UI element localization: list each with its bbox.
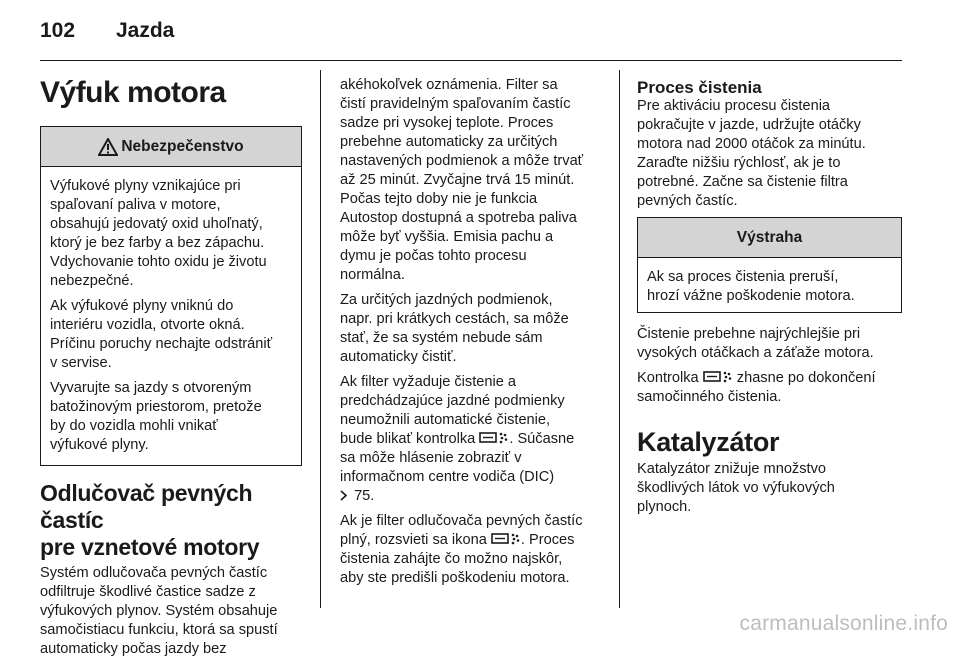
text-line: ktorý je bez farby a bez zápachu. bbox=[50, 235, 265, 251]
body-paragraph bbox=[637, 460, 902, 517]
column-1 bbox=[40, 68, 302, 665]
text-line: Ak výfukové plyny vniknú do bbox=[50, 298, 234, 314]
text-line: akéhokoľvek oznámenia. Filter sa bbox=[340, 77, 558, 93]
text-line: automaticky počas jazdy bez bbox=[40, 641, 227, 657]
text-line: Vdychovanie tohto oxidu je životu bbox=[50, 254, 267, 270]
text-line: čistí pravidelným spaľovaním častíc bbox=[340, 96, 571, 112]
text-line: interiéru vozidla, otvorte okná. bbox=[50, 317, 245, 333]
text-line: čistenia zahájte čo možno najskôr, bbox=[340, 551, 563, 567]
caution-box bbox=[637, 217, 902, 313]
text-line: vysokých otáčkach a záťaže motora. bbox=[637, 345, 874, 361]
body-paragraph bbox=[637, 325, 902, 363]
chapter-title: Jazda bbox=[116, 19, 175, 42]
text-line: aby ste predišli poškodeniu motora. bbox=[340, 570, 570, 586]
caution-paragraph bbox=[647, 268, 892, 306]
warning-triangle-icon bbox=[98, 138, 118, 156]
body-paragraph bbox=[340, 76, 602, 285]
text-line: sadze pri vysokej teplote. Proces bbox=[340, 115, 554, 131]
page-reference-icon[interactable] bbox=[340, 489, 350, 502]
danger-box bbox=[40, 126, 302, 466]
page-reference-link[interactable]: 75. bbox=[354, 488, 375, 504]
text-line: sa môže hlásenie zobraziť v bbox=[340, 450, 522, 466]
text-line: Príčinu poruchy nechajte odstrániť bbox=[50, 336, 273, 352]
danger-box-heading bbox=[41, 127, 301, 167]
text-line: normálna. bbox=[340, 267, 405, 283]
text-line: napr. pri krátkych cestách, sa môže bbox=[340, 311, 569, 327]
section-title-exhaust: Výfuk motora bbox=[40, 76, 226, 109]
text-fragment: bude blikať kontrolka bbox=[340, 431, 476, 447]
particle-filter-icon bbox=[703, 369, 733, 384]
particle-filter-icon bbox=[491, 531, 521, 546]
body-paragraph bbox=[40, 564, 302, 659]
text-line: výfukových plynov. Systém obsahuje bbox=[40, 603, 278, 619]
text-fragment: . Súčasne bbox=[509, 431, 575, 447]
text-line: obsahujú jedovatý oxid uhoľnatý, bbox=[50, 216, 263, 232]
column-divider bbox=[320, 70, 321, 608]
text-line: Ak sa proces čistenia preruší, bbox=[647, 269, 839, 285]
text-line: pevných častíc. bbox=[637, 193, 738, 209]
danger-paragraph bbox=[50, 177, 292, 291]
column-2 bbox=[340, 76, 602, 594]
body-paragraph bbox=[637, 369, 902, 407]
particle-filter-icon bbox=[479, 430, 509, 445]
column-divider bbox=[619, 70, 620, 608]
text-line: batožinovým priestorom, pretože bbox=[50, 399, 262, 415]
text-line: výfukové plyny. bbox=[50, 437, 149, 453]
text-line: plynoch. bbox=[637, 499, 692, 515]
text-line: spaľovaní paliva v motore, bbox=[50, 197, 221, 213]
text-line: nastavených podmienok a môže trvať bbox=[340, 153, 584, 169]
text-line: Systém odlučovača pevných častíc bbox=[40, 565, 268, 581]
text-line: nebezpečné. bbox=[50, 273, 134, 289]
text-line: hrozí vážne poškodenie motora. bbox=[647, 288, 855, 304]
text-fragment: zhasne po dokončení bbox=[736, 370, 876, 386]
body-paragraph bbox=[340, 373, 602, 506]
text-line: Ak filter vyžaduje čistenie a bbox=[340, 374, 517, 390]
section-title-particle-filter bbox=[40, 480, 302, 561]
text-line: potrebné. Začne sa čistenie filtra bbox=[637, 174, 848, 190]
danger-heading-text: Nebezpečenstvo bbox=[121, 137, 244, 155]
text-line: informačnom centre vodiča (DIC) bbox=[340, 469, 555, 485]
section-title-cleaning: Proces čistenia bbox=[637, 78, 762, 97]
text-line: Výfukové plyny vznikajúce pri bbox=[50, 178, 241, 194]
text-line: stať, že sa systém nebude sám bbox=[340, 330, 543, 346]
text-line: až 25 minút. Zvyčajne trvá 15 minút. bbox=[340, 172, 575, 188]
caution-box-body bbox=[638, 258, 901, 312]
text-line: by do vozidla mohli vnikať bbox=[50, 418, 218, 434]
danger-paragraph bbox=[50, 297, 292, 373]
text-line: v servise. bbox=[50, 355, 112, 371]
watermark: carmanualsonline.info bbox=[739, 612, 948, 635]
text-line: motora nad 2000 otáčok za minútu. bbox=[637, 136, 866, 152]
text-line: škodlivých látok vo výfukových bbox=[637, 480, 835, 496]
text-line: dymu je počas tohto procesu bbox=[340, 248, 527, 264]
text-line: odfiltruje škodlivé častice sadze z bbox=[40, 584, 256, 600]
page-number: 102 bbox=[40, 19, 76, 42]
danger-paragraph bbox=[50, 379, 292, 455]
text-fragment: Kontrolka bbox=[637, 370, 699, 386]
body-paragraph bbox=[637, 97, 902, 211]
text-line: prebehne automaticky za určitých bbox=[340, 134, 558, 150]
text-line: Počas tejto doby nie je funkcia bbox=[340, 191, 538, 207]
text-line: Pre aktiváciu procesu čistenia bbox=[637, 98, 831, 114]
text-line: samočinného čistenia. bbox=[637, 389, 782, 405]
danger-box-body bbox=[41, 167, 301, 465]
text-fragment: plný, rozsvieti sa ikona bbox=[340, 532, 487, 548]
body-paragraph bbox=[340, 291, 602, 367]
text-line: neumožnili automatické čistenie, bbox=[340, 412, 551, 428]
text-line: samočistiacu funkciu, ktorá sa spustí bbox=[40, 622, 278, 638]
text-line: Ak je filter odlučovača pevných častíc bbox=[340, 513, 583, 529]
text-line: môže byť vyššia. Emisia pachu a bbox=[340, 229, 554, 245]
column-3 bbox=[637, 78, 902, 523]
text-line: Za určitých jazdných podmienok, bbox=[340, 292, 553, 308]
text-line: automaticky čistiť. bbox=[340, 349, 457, 365]
text-line: predchádzajúce jazdné podmienky bbox=[340, 393, 565, 409]
title-line: Odlučovač pevných častíc bbox=[40, 480, 253, 533]
text-fragment: . Proces bbox=[520, 532, 575, 548]
text-line: Katalyzátor znižuje množstvo bbox=[637, 461, 826, 477]
caution-box-heading: Výstraha bbox=[638, 218, 901, 258]
text-line: pokračujte v jazde, udržujte otáčky bbox=[637, 117, 861, 133]
text-line: Čistenie prebehne najrýchlejšie pri bbox=[637, 326, 861, 342]
text-line: Autostop dostupná a spotreba paliva bbox=[340, 210, 577, 226]
text-line: Vyvarujte sa jazdy s otvoreným bbox=[50, 380, 252, 396]
body-paragraph bbox=[340, 512, 602, 588]
section-title-catalyst: Katalyzátor bbox=[637, 427, 780, 457]
page-header bbox=[40, 14, 902, 61]
title-line: pre vznetové motory bbox=[40, 534, 260, 560]
text-line: Zaraďte nižšiu rýchlosť, ak je to bbox=[637, 155, 841, 171]
